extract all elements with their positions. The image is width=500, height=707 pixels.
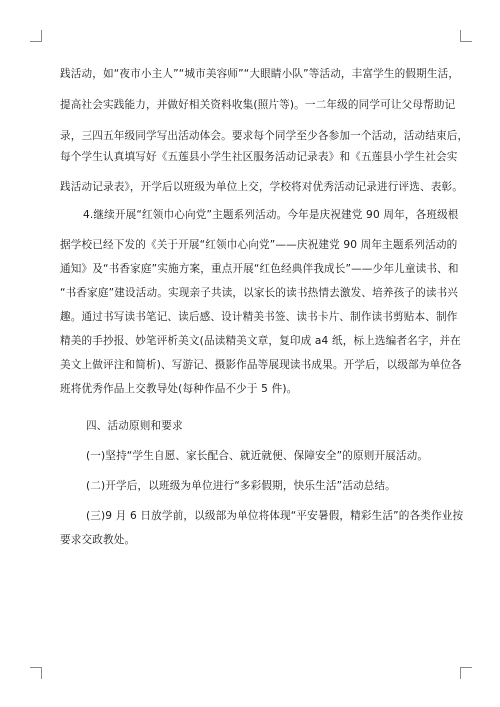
text-line: 要求交政教处。: [60, 534, 136, 546]
text-line: 每个学生认真填写好《五莲县小学生社区服务活动记录表》和《五莲县小学生社会实: [60, 151, 458, 163]
text-line: 践活动，如“夜市小主人”“城市美容师”“大眼睛小队”等活动，丰富学生的假期生活，: [60, 68, 460, 80]
text-line: 据学校已经下发的《关于开展“红领巾心向党”——庆祝建党 90 周年主题系列活动的: [60, 239, 458, 251]
text-line: 提高社会实践能力，并做好相关资料收集(照片等)。一二年级的同学可让父母帮助记: [60, 99, 456, 111]
text-line: 趣。通过书写读书笔记、读后感、设计精美书签、读书卡片、制作读书剪贴本、制作: [60, 311, 458, 323]
text-line: 通知》及“书香家庭”实施方案，重点开展“红色经典伴我成长”——少年儿童读书、和: [60, 263, 459, 275]
text-line: (二)开学后，以班级为单位进行“多彩假期，快乐生活”活动总结。: [86, 480, 396, 492]
section-heading: 四、活动原则和要求: [86, 420, 183, 432]
text-line: 录，三四五年级同学写出活动体会。要求每个同学至少各参加一个活动，活动结束后，: [60, 130, 469, 142]
text-line: 精美的手抄报、妙笔评析美文(品读精美文章，复印成 a4 纸，标上选编者名字，并在: [60, 335, 461, 347]
text-line: (一)坚持“学生自愿、家长配合、就近就便、保障安全”的原则开展活动。: [86, 450, 429, 462]
text-line: 践活动记录表》，开学后以班级为单位上交，学校将对优秀活动记录进行评选、表彰。: [60, 181, 463, 193]
text-line: (三)9 月 6 日放学前，以级部为单位将体现“平安暑假，精彩生活”的各类作业按: [86, 510, 464, 522]
text-line: 美文上做评注和简析)、写游记、摄影作品等展现读书成果。开学后，以级部为单位各: [60, 359, 462, 371]
text-line: “书香家庭”建设活动。实现亲子共读，以家长的读书热情去激发、培养孩子的读书兴: [60, 287, 459, 299]
text-line: 班将优秀作品上交教导处(每种作品不少于 5 件)。: [60, 383, 298, 395]
text-line: 4.继续开展“红领巾心向党”主题系列活动。今年是庆祝建党 90 周年，各班级根: [83, 209, 459, 221]
